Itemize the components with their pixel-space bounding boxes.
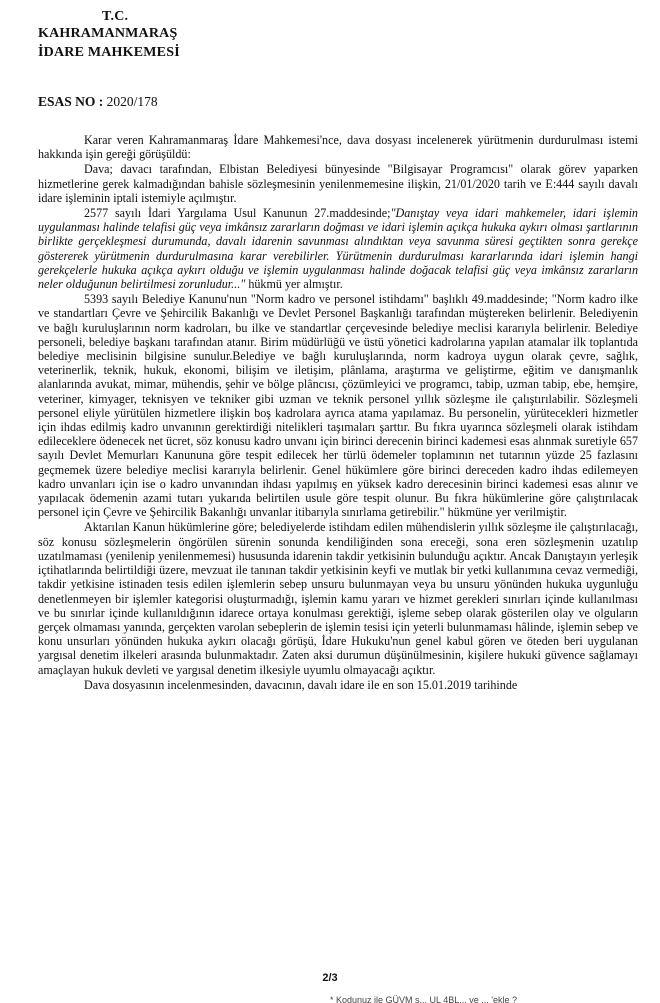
paragraph-4: 5393 sayılı Belediye Kanunu'nun "Norm kadro ve personel istihdamı" başlıklı 49.maddesinde; "Norm kadro ilke ve standartları Çevre ve Şehircilik Bakanlığı ve Devlet Personel Başkanlığı tarafından müştereken belirlenir. Belediyenin ve bağlı kuruluşlarının norm kadroları, bu ilke ve standartlar çerçevesinde belediye meclisi kararıyla belirlenir. Belediye personeli, belediye başkanı tarafından atanır. Birim müdürlüğü ve üstü yönetici kadrolarına yapılan atamalar ilk toplantıda belediye meclisinin bilgisine sunulur.Belediye ve bağlı kuruluşlarında, norm kadroya uygun olarak çevre, sağlık, veterinerlik, teknik, hukuk, ekonomi, bilişim ve iletişim, plânlama, araştırma ve geliştirme, eğitim ve danışmanlık alanlarında avukat, mimar, mühendis, şehir ve bölge plâncısı, çözümleyici ve programcı, tabip, uzman tabip, ebe, hemşire, veteriner, kimyager, teknisyen ve tekniker gibi uzman ve teknik personel yıllık sözleşme ile çalıştırılabilir. Sözleşmeli personel eliyle yürütülen hizmetlere ilişkin boş kadrolara ayrıca atama yapılamaz. Bu personelin, yürütecekleri hizmetler için ihdas edilmiş kadro unvanının gerektirdiği nitelikleri taşımaları şarttır. Bu fıkra uyarınca sözleşmeli olarak istihdam edileceklere ödenecek net ücret, söz konusu kadro unvanı için birinci derecenin birinci kademesi esas alınmak suretiyle 657 sayılı Devlet Memurları Kanununa göre tespit edilecek her türlü ödemeler toplamının net tutarının yüzde 25 fazlasını geçmemek üzere belediye meclisi kararıyla belirlenir. Genel hükümlere göre birinci dereceden kadro ihdas edilemeyen kadro unvanları için ise o kadro unvanından ihdası yapılmış en yüksek kadro derecesinin birinci kademesi esas alınır ve yapılacak ödemenin azami tutarı yukarıda belirtilen usule göre tespit olunur. Bu fıkra hükümlerine göre çalıştırılacak personel için Çevre ve Şehircilik Bakanlığı unvanlar itibarıyla sınırlama getirebilir." hükmüne yer verilmiştir. xyxy=(38,292,638,520)
header-court: İDARE MAHKEMESİ xyxy=(38,45,180,60)
header-city: KAHRAMANMARAŞ xyxy=(38,26,178,41)
paragraph-1: Karar veren Kahramanmaraş İdare Mahkemesi'nce, dava dosyası incelenerek yürütmenin durdurulması istemi hakkında işin gereği görüşüldü: xyxy=(38,133,638,162)
page-number: 2/3 xyxy=(322,972,338,984)
paragraph-3-start: 2577 sayılı İdari Yargılama Usul Kanunun 27.maddesinde; xyxy=(84,206,391,221)
case-number-label: ESAS NO : xyxy=(38,94,104,109)
paragraph-3-quote: "Danıştay veya idari mahkemeler, idari işlemin uygulanması halinde telafisi güç veya imkânsız zararların doğması ve idari işlemin açıkça hukuka aykırı olması şartlarının birlikte gerçekleşmesi durumunda, davalı idarenin savunması alındıktan veya savunma süresi geçtikten sonra gerekçe göstererek yürütmenin durdurulmasına karar verebilirler. Yürütmenin durdurulması kararlarında idari işlemin hangi gerekçelerle hukuka açıkça aykırı olduğu ve işlemin uygulanması halinde doğacak telafisi güç veya imkânsız zararların neler olduğunun belirtilmesi zorunludur..." xyxy=(38,206,638,292)
case-number xyxy=(38,94,158,110)
paragraph-5: Aktarılan Kanun hükümlerine göre; belediyelerde istihdam edilen mühendislerin yıllık sözleşme ile çalıştırılacağı, söz konusu sözleşmelerin öngörülen sürenin sonunda kendiliğinden sona ereceği, sona eren sözleşmenin uzatılıp uzatılmaması (yenilenip yenilenmemesi) hususunda idarenin takdir yetkisinin bulunduğu açıktır. Ancak Danıştayın yerleşik içtihatlarında belirtildiği üzere, mevzuat ile tanınan takdir yetkisinin keyfi ve mutlak bir yetki kullanımına cevaz vermediği, takdir yetkisine istinaden tesis edilen işlemlerin sebep unsuru bulunmayan veya bu unsuru yönünden hukuka uygunluğu denetlenmeyen bir işlemler kategorisi oluşturmadığı, işlemin kamu yararı ve hizmet gerekleri sınırları içinde kullanılması ve bu sınırlar içinde kullanıldığının idarece ortaya konulması gerektiği, işleme sebep olarak gösterilen olay ve olguların gerçek olmaması yanında, gerçekten varolan sebeplerin de işlemin tesisi için yeterli bulunmaması hâlinde, işlemin sebep ve konu unsurları yönünden hukuka aykırı olacağı görüşü, İdare Hukuku'nun genel kabul gören ve öteden beri uygulanan yargısal denetim ilkeleri arasında bulunmaktadır. Zaten aksi durumun düşünülmesinin, kişilere hukuki güvence sağlamayı amaçlayan hukuk devleti ve yargısal denetim ilkesiyle uyumlu olmayacağı açıktır. xyxy=(38,520,638,677)
document-body xyxy=(38,133,638,693)
case-number-value: 2020/178 xyxy=(106,94,158,109)
paragraph-2: Dava; davacı tarafından, Elbistan Belediyesi bünyesinde "Bilgisayar Programcısı" olarak görev yaparken hizmetlerine gerek kalmadığından bahisle sözleşmesinin yenilenmemesine ilişkin, 21/01/2020 tarih ve E:444 sayılı davalı idare işleminin iptali istemiyle açılmıştır. xyxy=(38,162,638,205)
paragraph-3 xyxy=(38,206,638,291)
header-tc: T.C. xyxy=(102,9,129,24)
paragraph-6: Dava dosyasının incelenmesinden, davacının, davalı idare ile en son 15.01.2019 tarihinde xyxy=(84,677,518,692)
footer-cutoff-text: * Kodunuz ile GÜVM s... UL 4BL... ve ... 'ekle ? xyxy=(330,995,517,1003)
paragraph-3-end: hükmü yer almıştır. xyxy=(245,277,343,292)
